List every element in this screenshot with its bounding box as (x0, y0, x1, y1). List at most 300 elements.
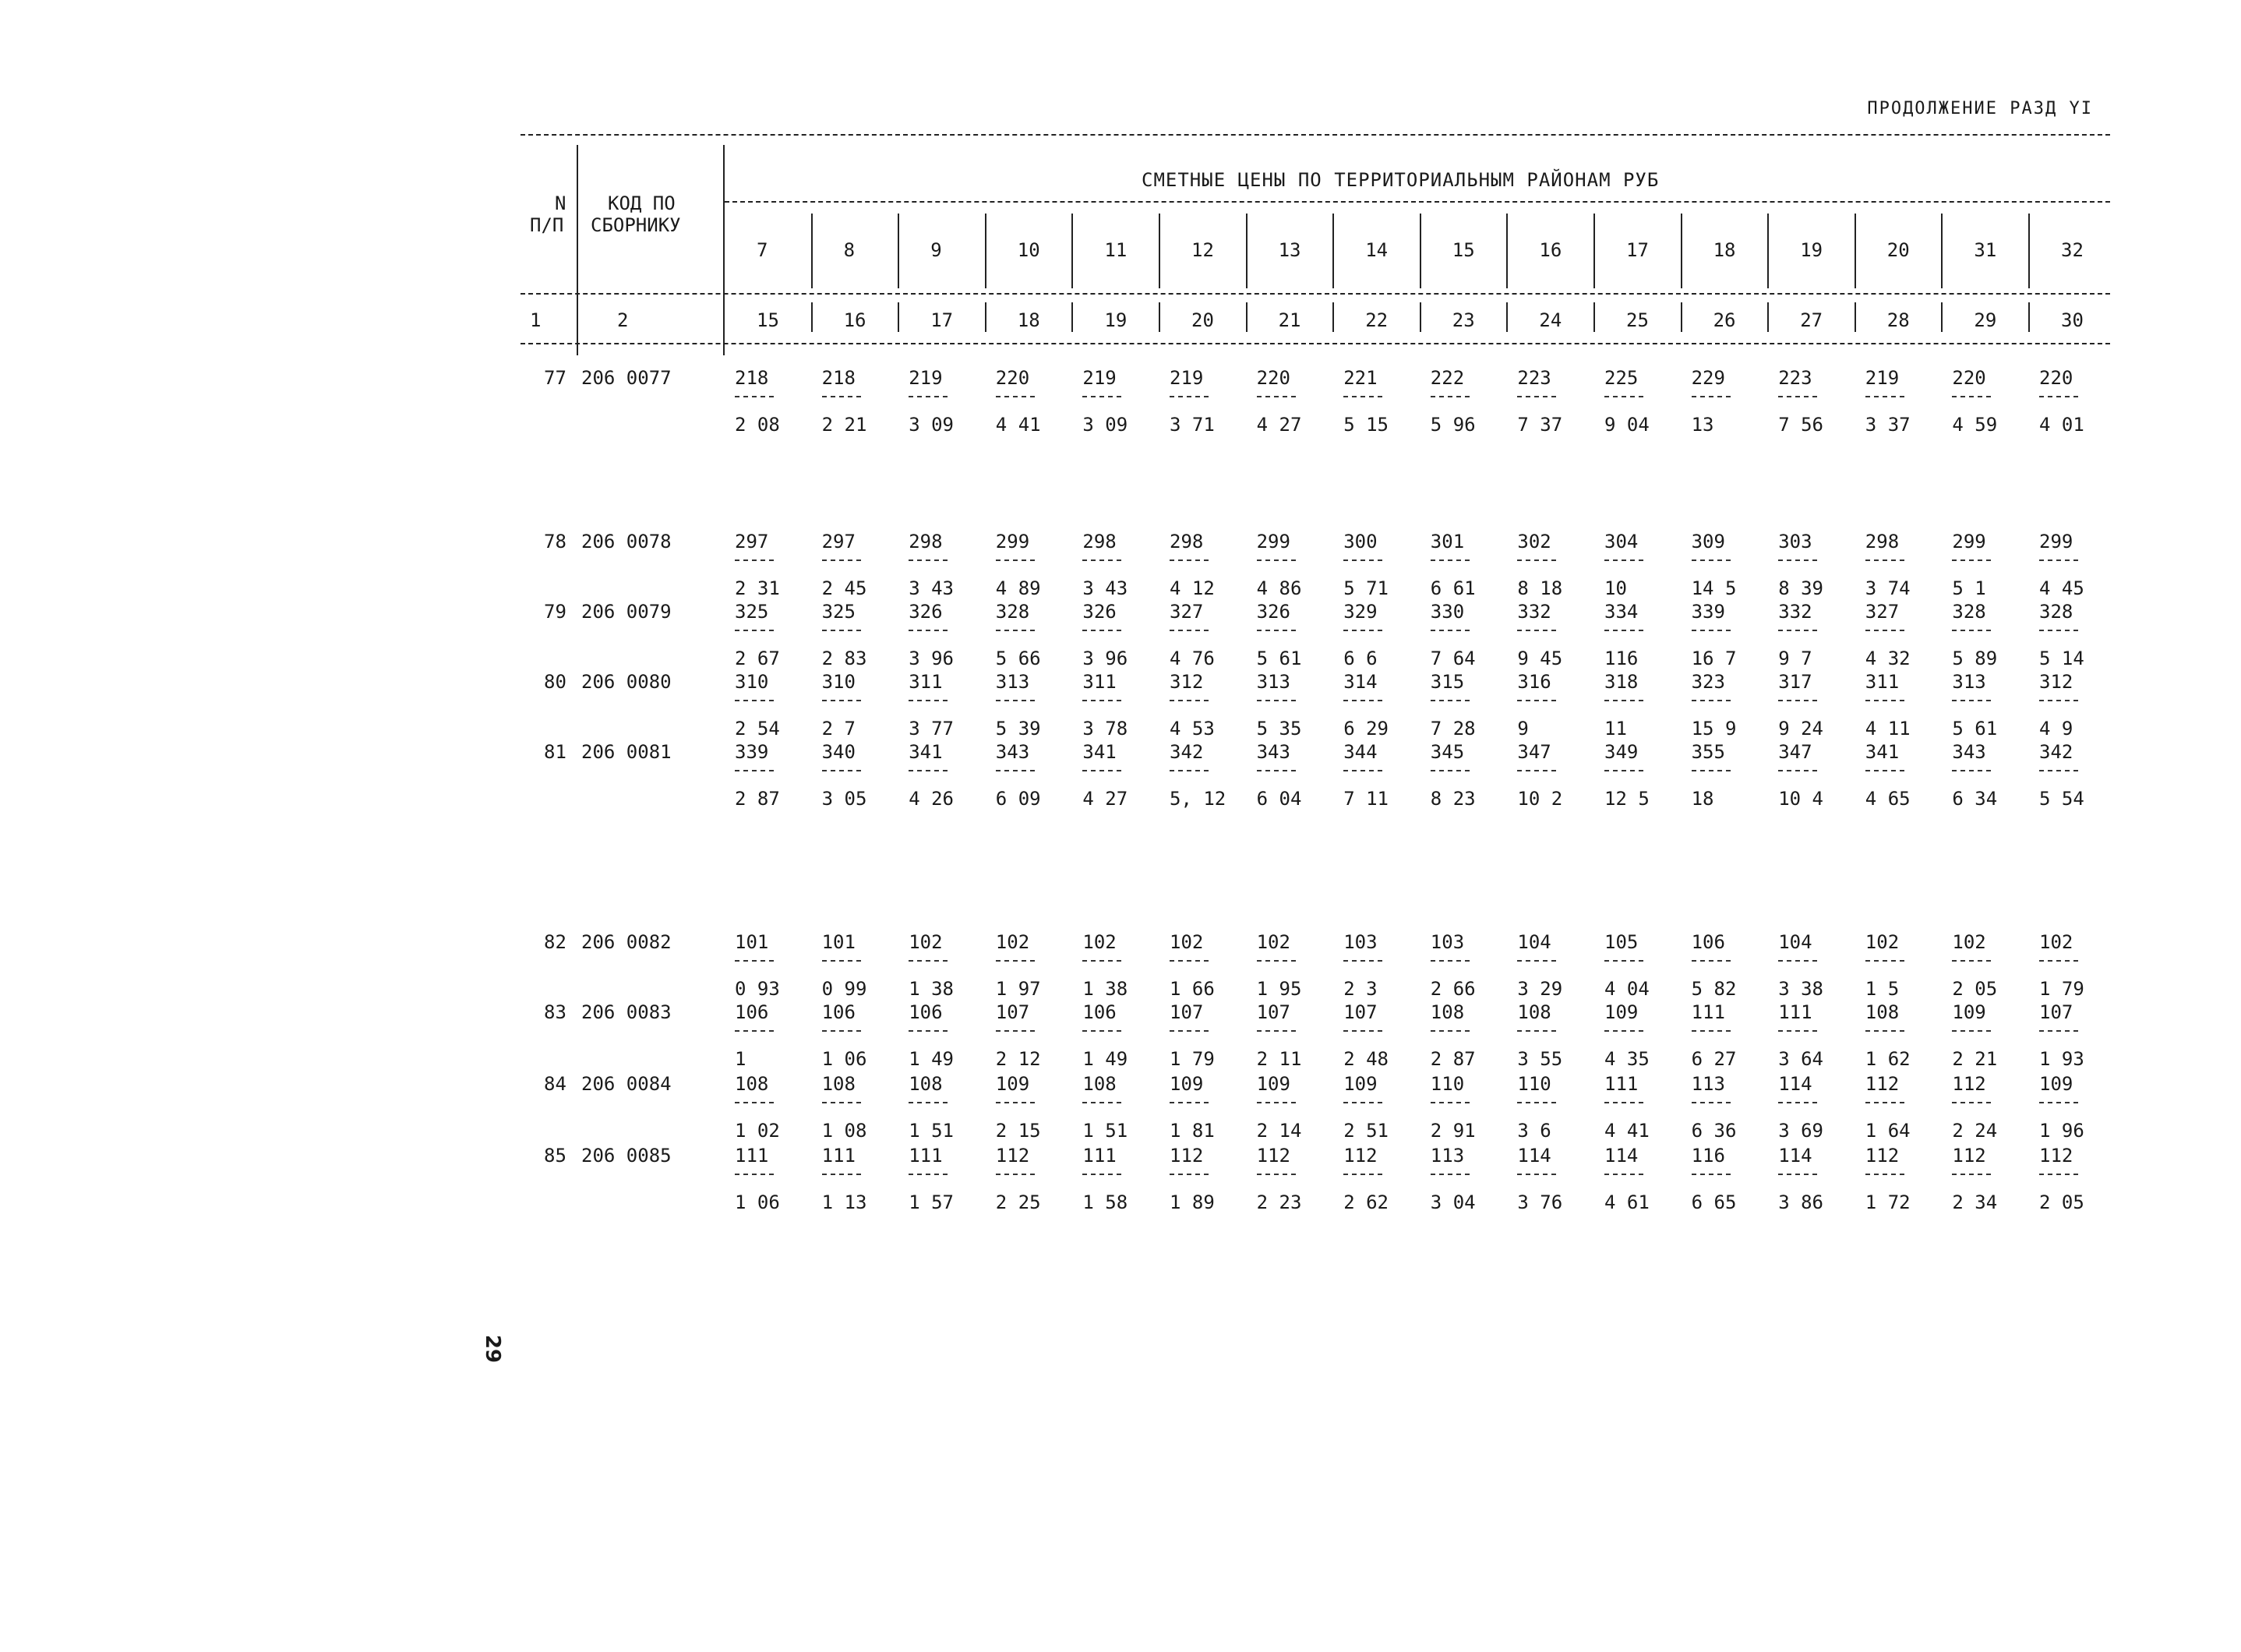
row-number: 84 (544, 1073, 566, 1095)
fraction-line (1170, 960, 1209, 962)
fraction-line (1257, 1102, 1296, 1103)
price-top-value: 108 (735, 1073, 769, 1095)
price-bottom-value: 9 24 (1778, 718, 1823, 740)
fraction-line (1865, 1102, 1904, 1103)
price-bottom-value: 2 83 (821, 648, 867, 669)
price-bottom-value: 5 54 (2039, 788, 2084, 810)
district-7: 7 (757, 239, 768, 261)
price-top-value: 316 (1517, 671, 1551, 693)
fraction-line (1604, 1102, 1643, 1103)
header-top-rule (521, 134, 2110, 136)
price-top-value: 344 (1343, 741, 1378, 763)
header-group-title: СМЕТНЫЕ ЦЕНЫ ПО ТЕРРИТОРИАЛЬНЫМ РАЙОНАМ РУБ (1142, 169, 1660, 191)
price-top-value: 313 (1256, 671, 1290, 693)
price-bottom-value: 7 28 (1430, 718, 1476, 740)
price-top-value: 341 (1082, 741, 1117, 763)
fraction-line (909, 770, 948, 771)
price-top-value: 108 (1082, 1073, 1117, 1095)
price-bottom-value: 4 11 (1865, 718, 1911, 740)
fraction-line (1082, 1174, 1121, 1175)
price-bottom-value: 2 25 (995, 1191, 1041, 1213)
price-top-value: 339 (1691, 601, 1725, 623)
price-top-value: 220 (1952, 367, 1986, 389)
colnum-22: 22 (1365, 309, 1389, 331)
price-top-value: 310 (821, 671, 856, 693)
price-bottom-value: 5 71 (1343, 577, 1389, 599)
price-bottom-value: 3 86 (1778, 1191, 1823, 1213)
price-bottom-value: 5 61 (1256, 648, 1302, 669)
fraction-line (735, 960, 774, 962)
fraction-line (1343, 770, 1382, 771)
fraction-line (1778, 1030, 1817, 1032)
fraction-line (1517, 559, 1556, 561)
price-top-value: 107 (1256, 1001, 1290, 1023)
price-top-value: 327 (1865, 601, 1900, 623)
fraction-line (735, 1030, 774, 1032)
price-bottom-value: 2 48 (1343, 1048, 1389, 1070)
header-np-line2: П/П (530, 214, 564, 236)
fraction-line (822, 630, 861, 631)
fraction-line (1952, 770, 1991, 771)
fraction-line (2039, 1030, 2078, 1032)
fraction-line (1778, 960, 1817, 962)
header-code-line2: СБОРНИКУ (591, 214, 681, 236)
district-17: 17 (1626, 239, 1649, 261)
header-vertical-line (1593, 302, 1595, 332)
price-top-value: 328 (2039, 601, 2073, 623)
fraction-line (909, 396, 948, 397)
price-top-value: 334 (1604, 601, 1639, 623)
price-top-value: 111 (1082, 1145, 1117, 1167)
price-bottom-value: 5 89 (1952, 648, 1998, 669)
price-top-value: 104 (1517, 931, 1551, 953)
colnum-28: 28 (1886, 309, 1910, 331)
price-top-value: 108 (821, 1073, 856, 1095)
price-top-value: 110 (1430, 1073, 1465, 1095)
fraction-line (1170, 396, 1209, 397)
fraction-line (1343, 960, 1382, 962)
header-vertical-line (1767, 302, 1769, 332)
fraction-line (1170, 770, 1209, 771)
header-vertical-line (1855, 302, 1856, 332)
row-number: 79 (544, 601, 566, 623)
fraction-line (735, 770, 774, 771)
price-top-value: 298 (1082, 531, 1117, 552)
price-bottom-value: 3 29 (1517, 978, 1563, 1000)
header-vertical-line (1071, 302, 1073, 332)
price-bottom-value: 2 62 (1343, 1191, 1389, 1213)
row-code: 206 0081 (581, 741, 672, 763)
fraction-line (2039, 770, 2078, 771)
price-bottom-value: 8 18 (1517, 577, 1563, 599)
price-bottom-value: 1 02 (735, 1120, 780, 1142)
price-bottom-value: 16 7 (1691, 648, 1737, 669)
colnum-27: 27 (1800, 309, 1823, 331)
price-top-value: 223 (1778, 367, 1812, 389)
price-bottom-value: 2 11 (1256, 1048, 1302, 1070)
fraction-line (735, 1102, 774, 1103)
price-top-value: 103 (1343, 931, 1378, 953)
price-top-value: 300 (1343, 531, 1378, 552)
price-top-value: 342 (1170, 741, 1204, 763)
price-bottom-value: 7 11 (1343, 788, 1389, 810)
fraction-line (1170, 1030, 1209, 1032)
fraction-line (996, 770, 1035, 771)
price-top-value: 112 (2039, 1145, 2073, 1167)
price-top-value: 220 (1256, 367, 1290, 389)
fraction-line (1170, 1102, 1209, 1103)
price-top-value: 341 (1865, 741, 1900, 763)
district-20: 20 (1886, 239, 1910, 261)
fraction-line (1692, 770, 1731, 771)
price-bottom-value: 2 05 (1952, 978, 1998, 1000)
price-top-value: 313 (995, 671, 1030, 693)
price-bottom-value: 4 59 (1952, 414, 1998, 436)
price-bottom-value: 2 05 (2039, 1191, 2084, 1213)
price-bottom-value: 6 09 (995, 788, 1041, 810)
price-bottom-value: 1 13 (821, 1191, 867, 1213)
price-bottom-value: 3 38 (1778, 978, 1823, 1000)
price-top-value: 107 (1343, 1001, 1378, 1023)
price-bottom-value: 3 04 (1430, 1191, 1476, 1213)
header-vertical-line (1941, 214, 1943, 288)
price-bottom-value: 1 97 (995, 978, 1041, 1000)
price-top-value: 102 (1256, 931, 1290, 953)
price-bottom-value: 4 86 (1256, 577, 1302, 599)
header-vertical-line (577, 145, 578, 355)
fraction-line (822, 700, 861, 701)
fraction-line (1431, 396, 1470, 397)
colnum-code: 2 (617, 309, 629, 331)
price-top-value: 116 (1691, 1145, 1725, 1167)
header-vertical-line (898, 214, 899, 288)
price-top-value: 102 (995, 931, 1030, 953)
fraction-line (1952, 396, 1991, 397)
row-number: 85 (544, 1145, 566, 1167)
price-top-value: 347 (1517, 741, 1551, 763)
row-number: 81 (544, 741, 566, 763)
fraction-line (1257, 960, 1296, 962)
price-bottom-value: 14 5 (1691, 577, 1737, 599)
price-top-value: 102 (909, 931, 943, 953)
header-vertical-line (1506, 214, 1508, 288)
price-top-value: 109 (1343, 1073, 1378, 1095)
header-bottom-rule (521, 293, 2110, 295)
price-bottom-value: 5 35 (1256, 718, 1302, 740)
price-bottom-value: 5 39 (995, 718, 1041, 740)
price-top-value: 355 (1691, 741, 1725, 763)
row-number: 83 (544, 1001, 566, 1023)
fraction-line (1517, 1174, 1556, 1175)
price-bottom-value: 4 35 (1604, 1048, 1650, 1070)
fraction-line (909, 1102, 948, 1103)
header-group-rule (725, 201, 2110, 203)
header-vertical-line (1855, 214, 1856, 288)
price-bottom-value: 4 01 (2039, 414, 2084, 436)
price-top-value: 315 (1430, 671, 1465, 693)
district-32: 32 (2061, 239, 2084, 261)
price-top-value: 328 (995, 601, 1030, 623)
price-bottom-value: 1 5 (1865, 978, 1900, 1000)
header-vertical-line (1159, 214, 1160, 288)
price-top-value: 312 (1170, 671, 1204, 693)
price-bottom-value: 4 89 (995, 577, 1041, 599)
fraction-line (822, 1174, 861, 1175)
colnum-29: 29 (1974, 309, 1997, 331)
row-code: 206 0083 (581, 1001, 672, 1023)
price-bottom-value: 4 27 (1082, 788, 1128, 810)
price-bottom-value: 4 26 (909, 788, 954, 810)
price-bottom-value: 1 81 (1170, 1120, 1215, 1142)
fraction-line (1082, 770, 1121, 771)
price-bottom-value: 2 66 (1430, 978, 1476, 1000)
price-top-value: 219 (1170, 367, 1204, 389)
price-top-value: 106 (735, 1001, 769, 1023)
fraction-line (1431, 1030, 1470, 1032)
price-top-value: 312 (2039, 671, 2073, 693)
price-bottom-value: 4 9 (2039, 718, 2073, 740)
price-bottom-value: 4 04 (1604, 978, 1650, 1000)
fraction-line (1604, 1030, 1643, 1032)
price-bottom-value: 1 49 (909, 1048, 954, 1070)
price-bottom-value: 4 12 (1170, 577, 1215, 599)
price-top-value: 220 (995, 367, 1030, 389)
price-top-value: 314 (1343, 671, 1378, 693)
header-vertical-line (1246, 214, 1248, 288)
fraction-line (1082, 396, 1121, 397)
price-bottom-value: 4 76 (1170, 648, 1215, 669)
fraction-line (735, 700, 774, 701)
fraction-line (1952, 559, 1991, 561)
fraction-line (2039, 700, 2078, 701)
price-bottom-value: 3 09 (1082, 414, 1128, 436)
fraction-line (909, 1174, 948, 1175)
price-top-value: 343 (1952, 741, 1986, 763)
header-vertical-line (898, 302, 899, 332)
price-bottom-value: 3 78 (1082, 718, 1128, 740)
colnum-15: 15 (757, 309, 779, 331)
price-bottom-value: 3 71 (1170, 414, 1215, 436)
price-top-value: 301 (1430, 531, 1465, 552)
header-vertical-line (723, 145, 725, 355)
price-top-value: 323 (1691, 671, 1725, 693)
header-vertical-line (811, 302, 813, 332)
price-bottom-value: 1 57 (909, 1191, 954, 1213)
price-top-value: 101 (821, 931, 856, 953)
fraction-line (1952, 1030, 1991, 1032)
price-bottom-value: 6 6 (1343, 648, 1378, 669)
price-top-value: 109 (1170, 1073, 1204, 1095)
fraction-line (996, 1174, 1035, 1175)
fraction-line (909, 700, 948, 701)
fraction-line (1431, 630, 1470, 631)
price-top-value: 111 (1691, 1001, 1725, 1023)
price-top-value: 343 (1256, 741, 1290, 763)
price-top-value: 113 (1691, 1073, 1725, 1095)
fraction-line (1082, 700, 1121, 701)
fraction-line (1257, 770, 1296, 771)
fraction-line (1952, 700, 1991, 701)
colnum-23: 23 (1452, 309, 1475, 331)
price-bottom-value: 13 (1691, 414, 1714, 436)
price-bottom-value: 10 (1604, 577, 1627, 599)
fraction-line (1778, 396, 1817, 397)
price-top-value: 298 (1865, 531, 1900, 552)
price-bottom-value: 4 41 (995, 414, 1041, 436)
header-vertical-line (1593, 214, 1595, 288)
price-top-value: 326 (1256, 601, 1290, 623)
price-bottom-value: 12 5 (1604, 788, 1650, 810)
row-number: 78 (544, 531, 566, 552)
district-19: 19 (1800, 239, 1823, 261)
fraction-line (1692, 396, 1731, 397)
price-top-value: 106 (1691, 931, 1725, 953)
price-top-value: 109 (1256, 1073, 1290, 1095)
price-top-value: 114 (1778, 1073, 1812, 1095)
price-bottom-value: 2 08 (735, 414, 780, 436)
price-bottom-value: 5 1 (1952, 577, 1986, 599)
fraction-line (1517, 770, 1556, 771)
price-top-value: 107 (995, 1001, 1030, 1023)
price-top-value: 330 (1430, 601, 1465, 623)
fraction-line (1431, 770, 1470, 771)
fraction-line (1343, 559, 1382, 561)
price-top-value: 222 (1430, 367, 1465, 389)
fraction-line (1952, 630, 1991, 631)
colnum-30: 30 (2061, 309, 2084, 331)
price-top-value: 332 (1778, 601, 1812, 623)
fraction-line (909, 559, 948, 561)
fraction-line (2039, 1102, 2078, 1103)
price-top-value: 343 (995, 741, 1030, 763)
fraction-line (1604, 396, 1643, 397)
continuation-label: ПРОДОЛЖЕНИЕ РАЗД YI (1867, 99, 2093, 118)
price-bottom-value: 2 54 (735, 718, 780, 740)
fraction-line (1865, 1174, 1904, 1175)
price-top-value: 219 (1865, 367, 1900, 389)
price-top-value: 112 (1952, 1145, 1986, 1167)
fraction-line (1692, 559, 1731, 561)
price-bottom-value: 5 14 (2039, 648, 2084, 669)
fraction-line (2039, 396, 2078, 397)
fraction-line (1082, 559, 1121, 561)
price-bottom-value: 5 15 (1343, 414, 1389, 436)
header-vertical-line (1420, 302, 1421, 332)
price-top-value: 297 (735, 531, 769, 552)
district-18: 18 (1713, 239, 1736, 261)
price-bottom-value: 6 34 (1952, 788, 1998, 810)
district-8: 8 (843, 239, 856, 261)
price-top-value: 302 (1517, 531, 1551, 552)
price-top-value: 109 (995, 1073, 1030, 1095)
district-13: 13 (1278, 239, 1301, 261)
fraction-line (1604, 1174, 1643, 1175)
price-bottom-value: 1 38 (909, 978, 954, 1000)
fraction-line (735, 630, 774, 631)
price-top-value: 106 (821, 1001, 856, 1023)
fraction-line (1865, 630, 1904, 631)
price-top-value: 325 (735, 601, 769, 623)
fraction-line (996, 960, 1035, 962)
header-vertical-line (2028, 214, 2030, 288)
fraction-line (909, 630, 948, 631)
price-bottom-value: 1 (735, 1048, 746, 1070)
price-bottom-value: 4 32 (1865, 648, 1911, 669)
price-top-value: 112 (995, 1145, 1030, 1167)
fraction-line (1431, 1102, 1470, 1103)
fraction-line (1257, 700, 1296, 701)
price-top-value: 342 (2039, 741, 2073, 763)
price-top-value: 299 (2039, 531, 2073, 552)
district-12: 12 (1191, 239, 1214, 261)
price-bottom-value: 2 31 (735, 577, 780, 599)
price-bottom-value: 6 04 (1256, 788, 1302, 810)
price-top-value: 108 (909, 1073, 943, 1095)
price-top-value: 317 (1778, 671, 1812, 693)
price-bottom-value: 5 61 (1952, 718, 1998, 740)
price-bottom-value: 1 89 (1170, 1191, 1215, 1213)
price-bottom-value: 1 08 (821, 1120, 867, 1142)
page-number: 29 (481, 1334, 505, 1364)
price-bottom-value: 2 45 (821, 577, 867, 599)
row-code: 206 0078 (581, 531, 672, 552)
fraction-line (1170, 1174, 1209, 1175)
fraction-line (1778, 630, 1817, 631)
fraction-line (1517, 630, 1556, 631)
price-bottom-value: 1 38 (1082, 978, 1128, 1000)
fraction-line (1082, 960, 1121, 962)
price-bottom-value: 1 96 (2039, 1120, 2084, 1142)
price-bottom-value: 1 49 (1082, 1048, 1128, 1070)
fraction-line (1431, 559, 1470, 561)
fraction-line (1865, 700, 1904, 701)
price-top-value: 310 (735, 671, 769, 693)
fraction-line (1604, 630, 1643, 631)
price-top-value: 309 (1691, 531, 1725, 552)
price-bottom-value: 3 55 (1517, 1048, 1563, 1070)
fraction-line (735, 1174, 774, 1175)
price-bottom-value: 9 7 (1778, 648, 1812, 669)
fraction-line (2039, 960, 2078, 962)
price-bottom-value: 1 06 (821, 1048, 867, 1070)
fraction-line (1170, 559, 1209, 561)
price-top-value: 311 (1865, 671, 1900, 693)
header-vertical-line (811, 214, 813, 288)
price-bottom-value: 7 64 (1430, 648, 1476, 669)
fraction-line (1778, 770, 1817, 771)
colnum-21: 21 (1278, 309, 1301, 331)
price-bottom-value: 6 29 (1343, 718, 1389, 740)
fraction-line (996, 1030, 1035, 1032)
fraction-line (1604, 770, 1643, 771)
district-16: 16 (1539, 239, 1562, 261)
price-top-value: 114 (1604, 1145, 1639, 1167)
fraction-line (1517, 1030, 1556, 1032)
price-top-value: 218 (821, 367, 856, 389)
price-top-value: 112 (1865, 1073, 1900, 1095)
price-bottom-value: 9 45 (1517, 648, 1563, 669)
fraction-line (1343, 1102, 1382, 1103)
price-bottom-value: 1 51 (909, 1120, 954, 1142)
price-bottom-value: 3 6 (1517, 1120, 1551, 1142)
price-bottom-value: 2 91 (1430, 1120, 1476, 1142)
colnum-20: 20 (1191, 309, 1214, 331)
fraction-line (1517, 396, 1556, 397)
price-bottom-value: 1 06 (735, 1191, 780, 1213)
fraction-line (1604, 700, 1643, 701)
price-top-value: 329 (1343, 601, 1378, 623)
price-bottom-value: 0 99 (821, 978, 867, 1000)
